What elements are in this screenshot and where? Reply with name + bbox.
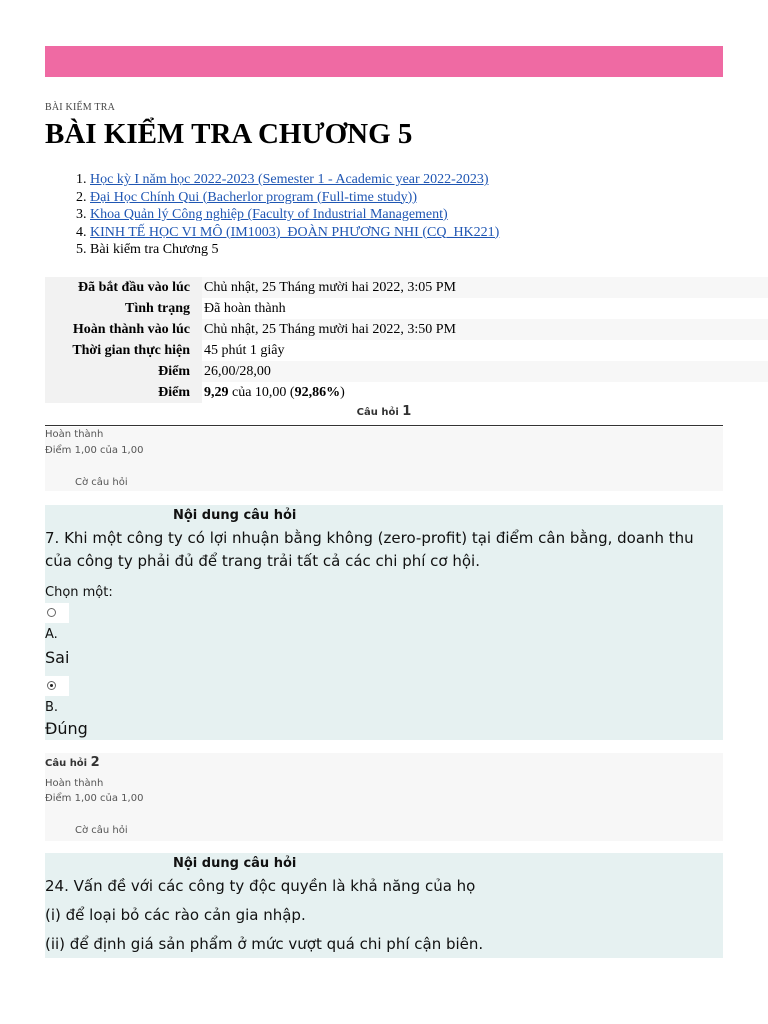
page-eyebrow: BÀI KIỂM TRA: [45, 102, 115, 113]
question-2-info: [45, 753, 723, 841]
breadcrumb-current: Bài kiểm tra Chương 5: [90, 242, 219, 257]
radio-unchecked-icon: [47, 608, 56, 617]
question-state: Hoàn thành: [45, 778, 104, 789]
question-label: Câu hỏi: [356, 407, 399, 418]
question-label: Câu hỏi: [45, 758, 88, 769]
grade-of: của 10,00 (: [228, 384, 295, 400]
content-heading: Nội dung câu hỏi: [173, 508, 297, 523]
question-text-line: 24. Vấn đề với các công ty độc quyền là khả năng của họ: [45, 877, 476, 895]
question-text-line: (i) để loại bỏ các rào cản gia nhập.: [45, 906, 306, 924]
summary-value: Chủ nhật, 25 Tháng mười hai 2022, 3:50 PM: [202, 319, 768, 340]
breadcrumb-item[interactable]: [90, 189, 499, 207]
answer-prompt: Chọn một:: [45, 585, 113, 600]
flag-question-link[interactable]: Cờ câu hỏi: [75, 477, 128, 488]
grade-value: [202, 382, 768, 403]
grade-percent: 92,86%: [294, 384, 341, 400]
breadcrumb-link-program[interactable]: Đại Học Chính Qui (Bacherlor program (Full-time study)): [90, 189, 417, 205]
summary-label: Thời gian thực hiện: [45, 340, 202, 361]
summary-value: 26,00/28,00: [202, 361, 768, 382]
question-1-header: [45, 404, 723, 419]
summary-row: [45, 319, 768, 340]
summary-label: Điểm: [45, 361, 202, 382]
flag-question-link[interactable]: Cờ câu hỏi: [75, 825, 128, 836]
option-b-letter: B.: [45, 700, 59, 715]
breadcrumb-item[interactable]: [90, 224, 499, 242]
summary-label: Điểm: [45, 382, 202, 403]
question-2-header: [45, 755, 100, 770]
question-number: 2: [90, 755, 100, 770]
summary-label: Tình trạng: [45, 298, 202, 319]
question-text: 7. Khi một công ty có lợi nhuận bằng không (zero-profit) tại điểm cân bằng, doanh thu của công ty phải đủ để trang trải tất cả các chi phí cơ hội.: [45, 529, 694, 570]
radio-checked-icon: [47, 681, 56, 690]
top-banner: [45, 46, 723, 77]
content-heading: Nội dung câu hỏi: [173, 856, 297, 871]
breadcrumb: [50, 171, 499, 259]
summary-row: [45, 340, 768, 361]
divider: [45, 425, 723, 426]
breadcrumb-link-faculty[interactable]: Khoa Quản lý Công nghiệp (Faculty of Industrial Management): [90, 207, 448, 222]
question-mark: Điểm 1,00 của 1,00: [45, 445, 144, 456]
question-1-content: [45, 505, 723, 740]
summary-label: Đã bắt đầu vào lúc: [45, 277, 202, 298]
question-text-line: (ii) để định giá sản phẩm ở mức vượt quá chi phí cận biên.: [45, 935, 484, 953]
question-2-content: [45, 853, 723, 958]
breadcrumb-link-semester[interactable]: Học kỳ I năm học 2022-2023 (Semester 1 - Academic year 2022-2023): [90, 172, 489, 187]
question-state: Hoàn thành: [45, 429, 104, 440]
breadcrumb-link-course[interactable]: KINH TẾ HỌC VI MÔ (IM1003)_ĐOÀN PHƯƠNG NHI (CQ_HK221): [90, 224, 500, 240]
question-1-info: [45, 427, 723, 491]
summary-value: Đã hoàn thành: [204, 300, 286, 316]
option-b-text[interactable]: Đúng: [45, 719, 88, 738]
grade-end: ): [340, 384, 345, 400]
option-b-radio[interactable]: [45, 676, 69, 696]
summary-row: [45, 361, 768, 382]
page-title: BÀI KIỂM TRA CHƯƠNG 5: [45, 118, 413, 150]
option-a-text[interactable]: Sai: [45, 648, 70, 667]
attempt-summary-table: [45, 277, 768, 403]
summary-label: Hoàn thành vào lúc: [45, 319, 202, 340]
option-a-radio[interactable]: [45, 603, 69, 623]
breadcrumb-item[interactable]: [90, 206, 499, 224]
question-mark: Điểm 1,00 của 1,00: [45, 793, 144, 804]
option-a-letter: A.: [45, 627, 58, 642]
summary-row: [45, 298, 768, 319]
question-number: 1: [402, 404, 412, 419]
breadcrumb-item-current: [90, 241, 499, 259]
summary-value: Chủ nhật, 25 Tháng mười hai 2022, 3:05 PM: [202, 277, 768, 298]
grade-main: 9,29: [204, 384, 229, 400]
breadcrumb-item[interactable]: [90, 171, 499, 189]
summary-row: [45, 382, 768, 403]
summary-row: [45, 277, 768, 298]
summary-value: 45 phút 1 giây: [204, 342, 285, 358]
